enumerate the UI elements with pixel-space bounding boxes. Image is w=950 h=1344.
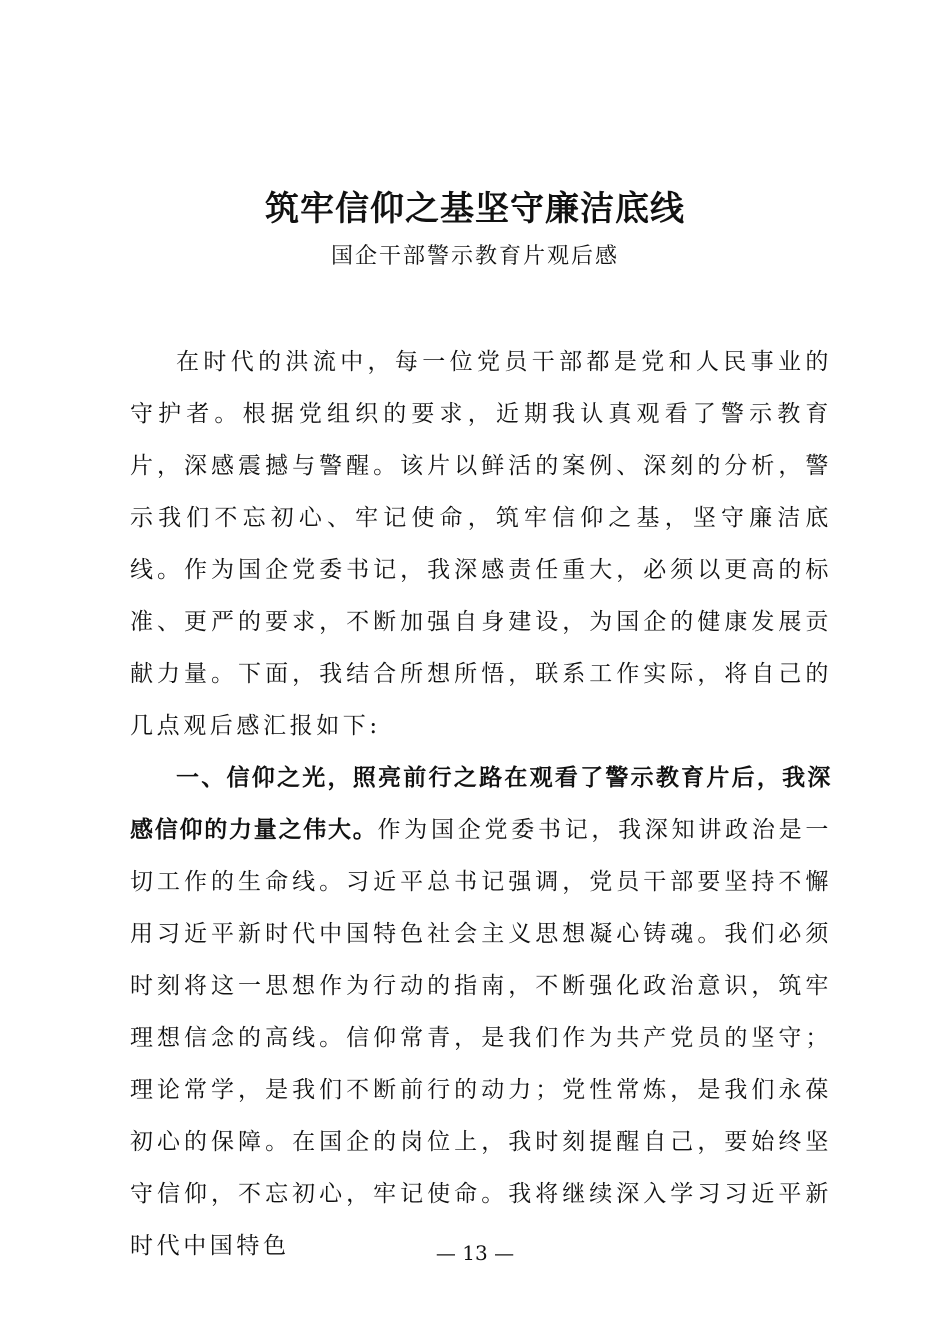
intro-paragraph: 在时代的洪流中，每一位党员干部都是党和人民事业的守护者。根据党组织的要求，近期我认真观看了警示教育片，深感震撼与警醒。该片以鲜活的案例、深刻的分析，警示我们不忘初心、牢记使命，筑牢信仰之基，坚守廉洁底线。作为国企党委书记，我深感责任重大，必须以更高的标准、更严的要求，不断加强自身建设，为国企的健康发展贡献力量。下面，我结合所想所悟，联系工作实际，将自己的几点观后感汇报如下:	[130, 349, 832, 739]
page-number: — 13 —	[435, 1241, 515, 1265]
section-one-paragraph	[130, 752, 832, 1272]
document-title: 筑牢信仰之基坚守廉洁底线	[265, 189, 685, 229]
document-body	[130, 336, 832, 1272]
section-one-heading: 一、信仰之光，照亮前行之路在观看了警示教育片后，我深感信仰的力量之伟大。	[130, 765, 832, 843]
section-one-text: 作为国企党委书记，我深知讲政治是一切工作的生命线。习近平总书记强调，党员干部要坚持不懈用习近平新时代中国特色社会主义思想凝心铸魂。我们必须时刻将这一思想作为行动的指南，不断强化政治意识，筑牢理想信念的高线。信仰常青，是我们作为共产党员的坚守；理论常学，是我们不断前行的动力；党性常炼，是我们永葆初心的保障。在国企的岗位上，我时刻提醒自己，要始终坚守信仰，不忘初心，牢记使命。我将继续深入学习习近平新时代中国特色	[130, 817, 833, 1259]
document-subtitle: 国企干部警示教育片观后感	[330, 244, 619, 269]
